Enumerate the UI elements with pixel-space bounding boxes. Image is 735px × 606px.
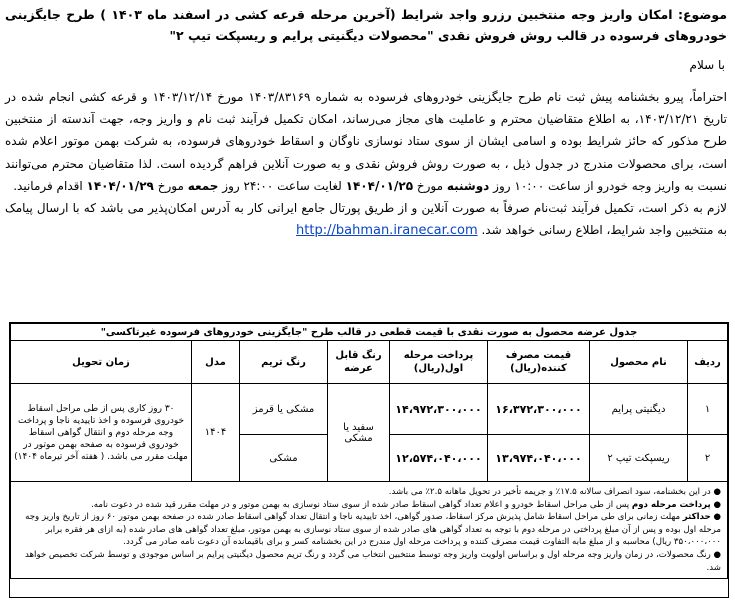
body-text-4: مورخ <box>157 178 184 193</box>
header-first-payment: پرداخت مرحله اول(ریال) <box>390 341 488 384</box>
note-2: ● پرداخت مرحله دوم پس از طی مراحل اسقاط خودرو و اعلام تعداد گواهی اسقاط صادر شده از سوی ستاد نوسازی به بهمن موتور و در مهلت مقرر قید شده در دعوت نامه. <box>91 499 721 510</box>
subject-line: موضوع: امکان واریز وجه منتخبین رزرو واجد شرایط (آخرین مرحله قرعه کشی در اسفند ماه ۱۴۰۳ ) طرح جایگزینی خودروهای فرسوده در قالب روش فروش نقدی "محصولات دیگنیتی پرایم و ریسپکت تیپ ۲" <box>5 7 727 43</box>
letter-body <box>5 86 727 242</box>
row-index: ۲ <box>688 435 728 482</box>
portal-link[interactable]: http://bahman.iranecar.com <box>296 223 478 239</box>
day-start: دوشنبه <box>446 178 490 193</box>
product-table <box>10 323 728 579</box>
header-index: ردیف <box>688 341 728 384</box>
consumer-price: ۱۶،۳۷۲،۳۰۰،۰۰۰ <box>488 384 590 435</box>
date-end: ۱۴۰۴/۰۱/۲۹ <box>86 178 154 193</box>
body-text-1: احتراماً، پیرو بخشنامه پیش ثبت نام طرح جایگزینی خودروهای فرسوده به شماره ۱۴۰۳/۸۳۱۶۹ مورخ ۱۴۰۳/۱۲/۱۴ و قرعه کشی انجام شده در تاریخ ۱۴۰۳/۱۲/۲۱، به اطلاع متقاضیان محترم و عاملیت های مجاز می‌رساند، امکان تکمیل فرآیند ثبت نام و واریز وجه، جهت آندسته از منتخبین طرح مذکور که حائز شرایط بوده و اسامی ایشان از سوی ستاد نوسازی ناوگان و اسقاط خودروهای فرسوده، به شرکت بهمن موتور اعلام شده است، برای محصولات مندرج در جدول ذیل ، به صورت روش فروش نقدی و به صورت آنلاین فراهم گردیده است. لذا متقاضیان محترم می‌توانند نسبت به واریز وجه خودرو از ساعت ۱۰:۰۰ روز <box>5 90 728 193</box>
header-trim: رنگ تریم <box>240 341 328 384</box>
first-payment: ۱۴،۹۷۲،۳۰۰،۰۰۰ <box>390 384 488 435</box>
header-delivery: زمان تحویل <box>11 341 192 384</box>
delivery-time: ۳۰ روز کاری پس از طی مراحل اسقاط خودروی فرسوده و اخذ تاییدیه ناجا و پرداخت وجه مرحله دوم و انتقال گواهی اسقاط خودروی فرسوده به صفحه بهمن موتور در مهلت مقرر می باشد. ( هفته آخر تیرماه ۱۴۰۴) <box>11 384 192 482</box>
body-text-3: لغایت ساعت ۲۴:۰۰ روز <box>222 178 342 193</box>
body-text-5: اقدام فرمانید. <box>13 178 83 193</box>
consumer-price: ۱۳،۹۷۴،۰۴۰،۰۰۰ <box>488 435 590 482</box>
table-row <box>11 384 728 435</box>
table-caption: جدول عرضه محصول به صورت نقدی با قیمت قطعی در قالب طرح "جایگزینی خودروهای فرسوده غیرتاکسی" <box>11 324 728 341</box>
note-1: ● در این بخشنامه، سود انصراف سالانه ۱۷.۵٪ و جریمه تأخیر در تحویل ماهانه ۲.۵٪ می باشد. <box>388 487 721 497</box>
product-name: دیگنیتی پرایم <box>590 384 688 435</box>
product-name: ریسپکت تیپ ۲ <box>590 435 688 482</box>
product-table-box <box>9 322 729 598</box>
trim-color: مشکی <box>240 435 328 482</box>
color-options: سفید یا مشکی <box>328 384 390 482</box>
header-price: قیمت مصرف کننده(ریال) <box>488 341 590 384</box>
body-text-6: لازم به ذکر است، تکمیل فرآیند ثبت‌نام صرفاً به صورت آنلاین و از طریق پورتال جامع ایرانی کار به آدرس <box>200 201 728 216</box>
table-notes <box>11 482 728 579</box>
note-3: ● حداکثر مهلت زمانی برای طی مراحل اسقاط شامل پذیرش مرکز اسقاط، صدور گواهی، اخذ تاییدیه ناجا و انتقال تعداد گواهی اسقاط صادر شده در صفحه بهمن موتور ۶۰ روز از تاریخ واریز وجه مرحله اول بوده و پس از آن مبلغ پرداختی در مرحله دوم با توجه به تعداد گواهی های صادر شده از سوی ستاد نوسازی به بهمن موتور، مبلغ تعداد گواهی های صادر شده (به ازای هر فقره برابر ۳۵۰،۰۰۰،۰۰۰ ریال) محاسبه و از مبلغ مابه التفاوت قیمت مصرف کننده و پرداخت مرحله اول مندرج در این بخشنامه کسر و برای باقیمانده آن دعوت نامه صادر می گردد. <box>25 512 721 548</box>
header-color: رنگ قابل عرضه <box>328 341 390 384</box>
header-model: مدل <box>192 341 240 384</box>
trim-color: مشکی یا قرمز <box>240 384 328 435</box>
body-text-2: مورخ <box>416 178 444 193</box>
note-4: ● رنگ محصولات، در زمان واریز وجه مرحله اول و براساس اولویت واریز وجه توسط منتخبین انتخاب می گردد و رنگ تریم محصول دیگنیتی پرایم بر اساس موجودی و توسط شرکت تخصیص خواهد شد. <box>25 549 721 573</box>
first-payment: ۱۲،۵۷۴،۰۴۰،۰۰۰ <box>390 435 488 482</box>
header-product: نام محصول <box>590 341 688 384</box>
body-text-7: امکان‌پذیر می باشد که با ارسال پیامک به منتخبین واجد شرایط، اطلاع رسانی خواهد شد. <box>5 201 727 238</box>
date-start: ۱۴۰۴/۰۱/۲۵ <box>345 178 414 193</box>
model-year: ۱۴۰۴ <box>192 384 240 482</box>
day-end: جمعه <box>187 178 219 193</box>
row-index: ۱ <box>688 384 728 435</box>
greeting: با سلام <box>689 58 725 72</box>
